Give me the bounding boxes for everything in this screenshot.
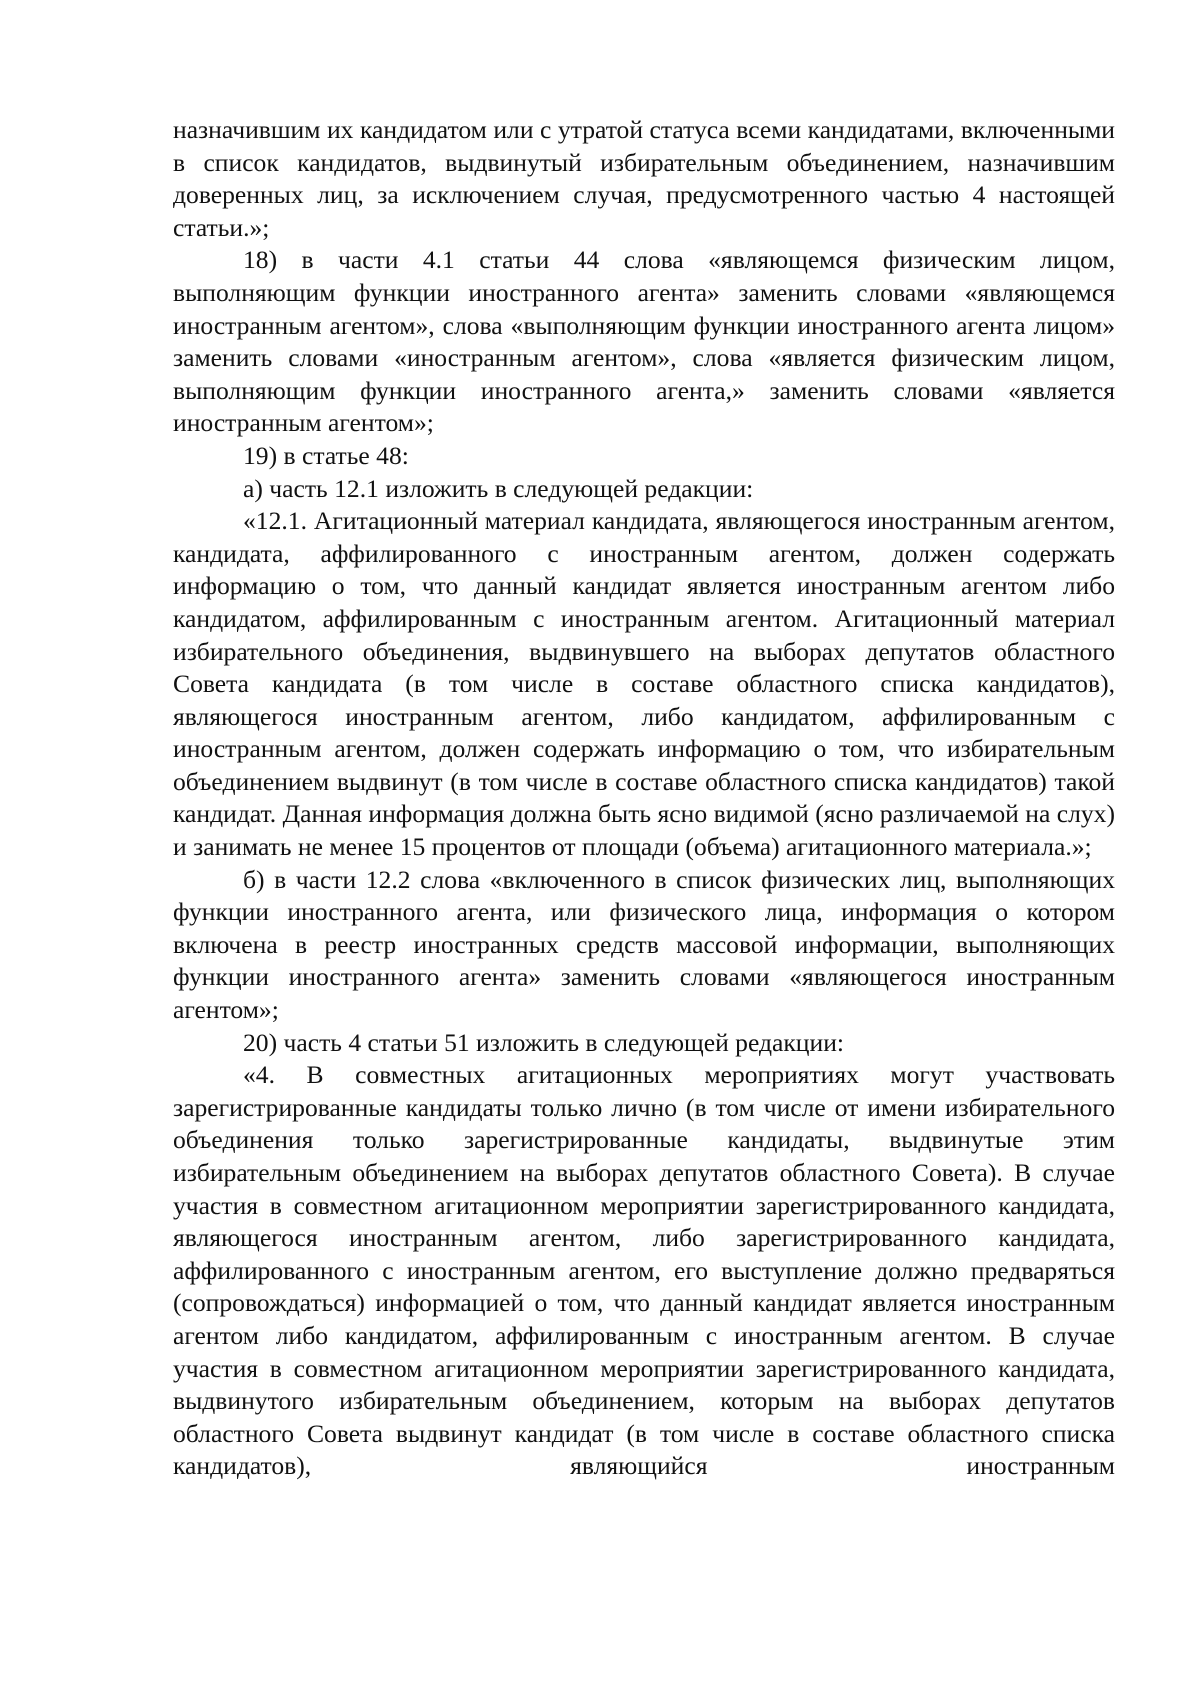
document-body xyxy=(173,114,1115,1483)
paragraph-item-18: 18) в части 4.1 статьи 44 слова «являющемся физическим лицом, выполняющим функции иностранного агента» заменить словами «являющемся иностранным агентом», слова «выполняющим функции иностранного агента лицом» заменить словами «иностранным агентом», слова «является физическим лицом, выполняющим функции иностранного агента,» заменить словами «является иностранным агентом»; xyxy=(173,245,1115,438)
paragraph-quote-12-1: «12.1. Агитационный материал кандидата, являющегося иностранным агентом, кандидата, аффилированного с иностранным агентом, должен содержать информацию о том, что данный кандидат является иностранным агентом либо кандидатом, аффилированным с иностранным агентом. Агитационный материал избирательного объединения, выдвинувшего на выборах депутатов областного Совета кандидата (в том числе в составе областного списка кандидатов), являющегося иностранным агентом, либо кандидатом, аффилированным с иностранным агентом, должен содержать информацию о том, что избирательным объединением выдвинут (в том числе в составе областного списка кандидатов) такой кандидат. Данная информация должна быть ясно видимой (ясно различаемой на слух) и занимать не менее 15 процентов от площади (объема) агитационного материала.»; xyxy=(173,506,1115,862)
paragraph-item-19a: а) часть 12.1 изложить в следующей редакции: xyxy=(243,473,754,503)
paragraph-item-19: 19) в статье 48: xyxy=(243,440,409,470)
paragraph-quote-4: «4. В совместных агитационных мероприятиях могут участвовать зарегистрированные кандидаты только лично (в том числе от имени избирательного объединения только зарегистрированные кандидаты, выдвинутые этим избирательным объединением на выборах депутатов областного Совета). В случае участия в совместном агитационном мероприятии зарегистрированного кандидата, являющегося иностранным агентом, либо зарегистрированного кандидата, аффилированного с иностранным агентом, его выступление должно предваряться (сопровождаться) информацией о том, что данный кандидат является иностранным агентом либо кандидатом, аффилированным с иностранным агентом. В случае участия в совместном агитационном мероприятии зарегистрированного кандидата, выдвинутого избирательным объединением, которым на выборах депутатов областного Совета выдвинут кандидат (в том числе в составе областного списка кандидатов), являющийся иностранным xyxy=(173,1060,1115,1481)
paragraph-item-19b: б) в части 12.2 слова «включенного в список физических лиц, выполняющих функции иностранного агента, или физического лица, информация о котором включена в реестр иностранных средств массовой информации, выполняющих функции иностранного агента» заменить словами «являющегося иностранным агентом»; xyxy=(173,864,1115,1025)
paragraph-item-20: 20) часть 4 статьи 51 изложить в следующей редакции: xyxy=(243,1027,845,1057)
paragraph-continuation: назначившим их кандидатом или с утратой статуса всеми кандидатами, включенными в список кандидатов, выдвинутый избирательным объединением, назначившим доверенных лиц, за исключением случая, предусмотренного частью 4 настоящей статьи.»; xyxy=(173,115,1115,242)
